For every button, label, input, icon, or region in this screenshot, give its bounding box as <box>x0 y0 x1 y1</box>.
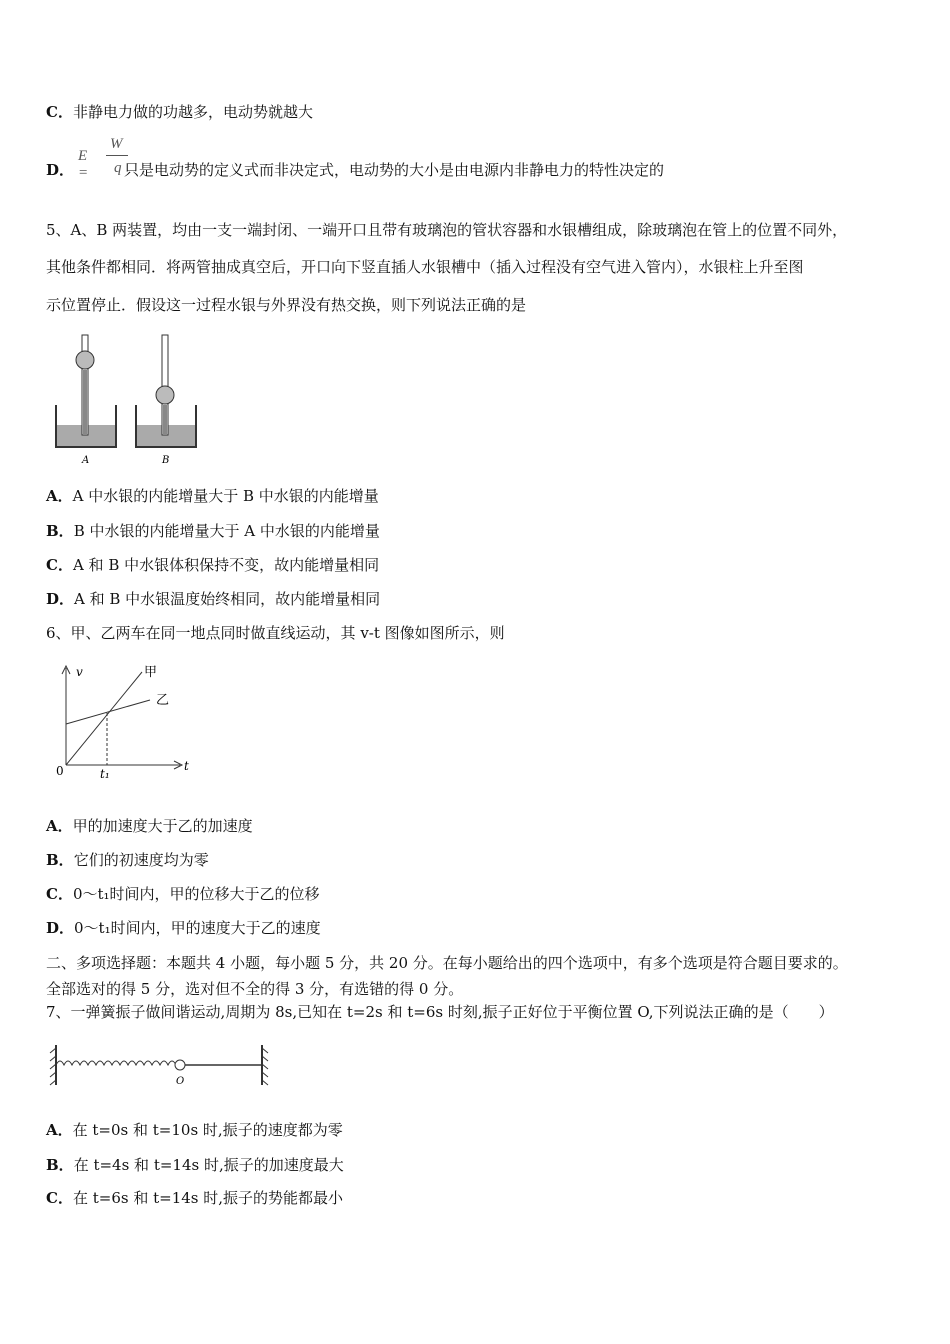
tick-label-t1: t₁ <box>100 767 110 781</box>
option-letter: C． <box>46 556 73 574</box>
formula-lhs: E = <box>78 148 89 181</box>
q5-stem-line1: 5、A、B 两装置，均由一支一端封闭、一端开口且带有玻璃泡的管状容器和水银槽组成，除玻璃泡在管上的位置不同外， <box>46 221 848 239</box>
q5-stem-line3: 示位置停止．假设这一过程水银与外界没有热交换，则下列说法正确的是 <box>46 296 527 314</box>
option-text: 0～t₁时间内，甲的速度大于乙的速度 <box>74 919 321 937</box>
q7-stem: 7、一弹簧振子做间谐运动,周期为 8s,已知在 t=2s 和 t=6s 时刻,振子正好位于平衡位置 O,下列说法正确的是（ ） <box>46 1003 834 1021</box>
option-letter: C． <box>46 1189 73 1207</box>
q5-stem-line2: 其他条件都相同．将两管抽成真空后，开口向下竖直插人水银槽中（插入过程没有空气进入管内），水银柱上升至图 <box>46 258 804 276</box>
option-text: B 中水银的内能增量大于 A 中水银的内能增量 <box>73 522 380 540</box>
option-letter: A． <box>46 817 73 835</box>
option-text: 在 t=6s 和 t=14s 时,振子的势能都最小 <box>72 1189 344 1207</box>
figure-label-b: B <box>162 455 170 466</box>
option-text: 只是电动势的定义式而非决定式，电动势的大小是由电源内非静电力的特性决定的 <box>124 161 665 179</box>
option-text: 非静电力做的功越多，电动势就越大 <box>72 103 313 121</box>
series-label-jia: 甲 <box>144 665 158 680</box>
spring-oscillator-figure <box>46 1040 276 1095</box>
section2-heading-line1: 二、多项选择题：本题共 4 小题，每小题 5 分，共 20 分。在每小题给出的四个选项中，有多个选项是符合题目要求的。 <box>46 954 848 972</box>
q4-option-d <box>46 160 664 180</box>
section2-heading-line2: 全部选对的得 5 分，选对但不全的得 3 分，有选错的得 0 分。 <box>46 980 464 998</box>
q6-option-a <box>46 816 253 836</box>
q7-option-b <box>46 1155 344 1175</box>
option-text: 在 t=4s 和 t=14s 时,振子的加速度最大 <box>73 1156 344 1174</box>
vt-graph <box>50 660 200 785</box>
series-label-yi: 乙 <box>156 693 170 708</box>
q6-option-c <box>46 884 320 904</box>
option-letter: A． <box>46 487 73 505</box>
option-text: A 和 B 中水银温度始终相同，故内能增量相同 <box>74 590 381 608</box>
option-letter: D． <box>46 919 75 937</box>
mercury-tube-figure <box>50 330 200 470</box>
q5-option-d <box>46 589 380 609</box>
option-text: 它们的初速度均为零 <box>73 851 209 869</box>
option-letter: D． <box>46 161 75 179</box>
q6-option-b <box>46 850 209 870</box>
q6-stem: 6、甲、乙两车在同一地点同时做直线运动，其 v-t 图像如图所示，则 <box>46 624 505 642</box>
option-text: 甲的加速度大于乙的加速度 <box>72 817 253 835</box>
formula-denominator: q <box>114 160 122 176</box>
option-text: A 和 B 中水银体积保持不变，故内能增量相同 <box>72 556 380 574</box>
option-text: 在 t=0s 和 t=10s 时,振子的速度都为零 <box>72 1121 343 1139</box>
option-text: A 中水银的内能增量大于 B 中水银的内能增量 <box>72 487 379 505</box>
q7-option-c <box>46 1188 343 1208</box>
option-letter: B． <box>46 851 74 869</box>
option-letter: A． <box>46 1121 73 1139</box>
option-letter: D． <box>46 590 75 608</box>
q7-option-a <box>46 1120 343 1140</box>
option-letter: B． <box>46 1156 74 1174</box>
origin-label: 0 <box>56 764 64 778</box>
formula-numerator: W <box>110 136 123 152</box>
option-letter: C． <box>46 103 73 121</box>
option-text: 0～t₁时间内，甲的位移大于乙的位移 <box>72 885 320 903</box>
option-letter: C． <box>46 885 73 903</box>
axis-label-t: t <box>184 759 189 773</box>
q4-option-c <box>46 102 313 122</box>
figure-label-a: A <box>82 455 90 466</box>
option-letter: B． <box>46 522 74 540</box>
q5-option-b <box>46 521 380 541</box>
q6-option-d <box>46 918 321 938</box>
q5-option-c <box>46 555 379 575</box>
q5-option-a <box>46 486 379 506</box>
equilibrium-label-o: O <box>176 1076 185 1087</box>
axis-label-v: v <box>76 665 83 679</box>
